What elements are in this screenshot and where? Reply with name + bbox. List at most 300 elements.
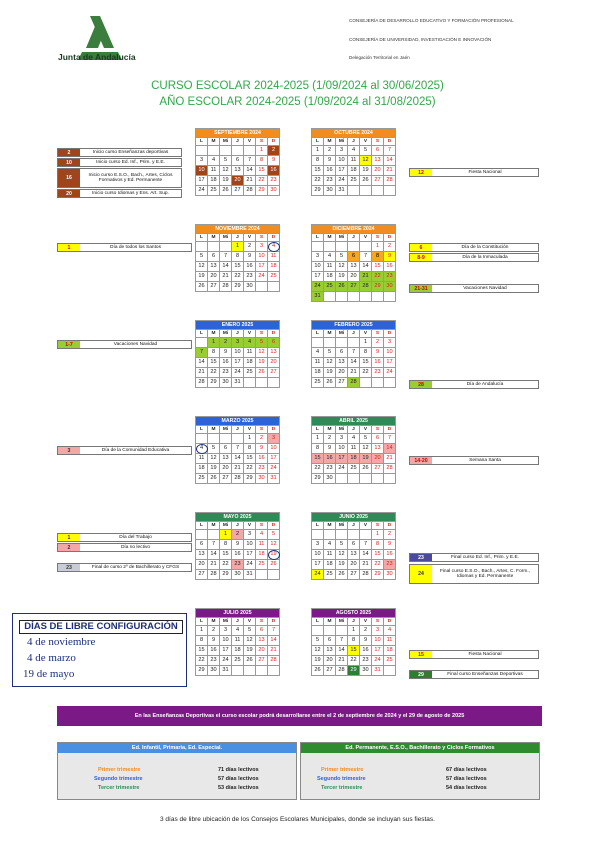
- calendar-day: 14: [360, 550, 372, 560]
- event-text: Vacaciones Navidad: [113, 342, 158, 347]
- calendar-event: [57, 158, 182, 167]
- calendar-day: 21: [232, 464, 244, 474]
- calendar-day: 23: [384, 560, 396, 570]
- weekday-header: L: [196, 618, 208, 626]
- empty-cell: [348, 474, 360, 484]
- calendar-month: [311, 128, 396, 196]
- calendar-day: 5: [336, 540, 348, 550]
- empty-cell: [196, 146, 208, 156]
- event-text: Inicio curso Ed. Inf., Prim. y E.E.: [96, 160, 165, 165]
- calendar-day: 24: [312, 570, 324, 580]
- empty-cell: [384, 378, 396, 388]
- calendar-day: 24: [196, 186, 208, 196]
- calendar-day: 28: [360, 282, 372, 292]
- calendar-day: 15: [312, 166, 324, 176]
- empty-cell: [208, 242, 220, 252]
- calendar-day: 6: [348, 540, 360, 550]
- empty-cell: [360, 292, 372, 302]
- calendar-event: [57, 243, 192, 252]
- calendar-day: 16: [372, 358, 384, 368]
- event-badge: 8-9: [410, 254, 432, 261]
- weekday-header: J: [348, 522, 360, 530]
- calendar-day: 2: [324, 146, 336, 156]
- calendar-day: 7: [360, 252, 372, 262]
- empty-cell: [256, 378, 268, 388]
- calendar-day: 8: [244, 444, 256, 454]
- calendar-day: 26: [256, 368, 268, 378]
- empty-cell: [348, 530, 360, 540]
- calendar-day: 12: [268, 540, 280, 550]
- weekday-header: Mi: [336, 330, 348, 338]
- calendar-day: 19: [336, 272, 348, 282]
- calendar-day: 21: [208, 560, 220, 570]
- calendar-day: 17: [312, 560, 324, 570]
- weekday-header: S: [256, 234, 268, 242]
- calendar-day: 3: [336, 146, 348, 156]
- calendar-day: 7: [196, 348, 208, 358]
- calendar-day: 3: [268, 434, 280, 444]
- month-title: JUNIO 2025: [311, 512, 396, 521]
- calendar-day: 25: [232, 656, 244, 666]
- calendar-day: 31: [220, 666, 232, 676]
- calendar-day: 23: [232, 560, 244, 570]
- calendar-day: 1: [360, 338, 372, 348]
- calendar-day: 4: [232, 626, 244, 636]
- weekday-header: S: [372, 234, 384, 242]
- calendar-day: 15: [348, 646, 360, 656]
- calendar-day: 4: [348, 434, 360, 444]
- calendar-day: 27: [372, 464, 384, 474]
- org-line-1: CONSEJERÍA DE DESARROLLO EDUCATIVO Y FORMACIÓN PROFESIONAL: [349, 18, 514, 23]
- calendar-day: 1: [208, 338, 220, 348]
- calendar-day: 20: [208, 272, 220, 282]
- calendar-event: [409, 380, 539, 389]
- empty-cell: [384, 474, 396, 484]
- calendar-event: [409, 553, 539, 562]
- empty-cell: [268, 666, 280, 676]
- weekday-header: V: [244, 618, 256, 626]
- calendar-day: 21: [384, 454, 396, 464]
- calendar-day: 21: [336, 656, 348, 666]
- calendar-day: 19: [208, 464, 220, 474]
- calendar-day: 8: [232, 252, 244, 262]
- empty-cell: [348, 338, 360, 348]
- calendar-day: 13: [336, 358, 348, 368]
- calendar-day: 17: [220, 646, 232, 656]
- calendar-day: 21: [348, 368, 360, 378]
- calendar-day: 11: [384, 636, 396, 646]
- calendar-day: 27: [348, 282, 360, 292]
- weekday-header: M: [208, 426, 220, 434]
- month-title: AGOSTO 2025: [311, 608, 396, 617]
- calendar-event: [409, 243, 539, 252]
- weekday-header: D: [384, 618, 396, 626]
- calendar-day: 30: [324, 186, 336, 196]
- org-line-2: CONSEJERÍA DE UNIVERSIDAD, INVESTIGACIÓN E INNOVACIÓN: [349, 37, 492, 42]
- calendar-day: 8: [348, 636, 360, 646]
- month-title: DICIEMBRE 2024: [311, 224, 396, 233]
- calendar-day: 10: [196, 166, 208, 176]
- calendar-month: [311, 416, 396, 484]
- event-badge: 1: [58, 244, 80, 251]
- calendar-day: 27: [324, 666, 336, 676]
- calendar-day: 12: [256, 348, 268, 358]
- event-text: Día de la Inmaculada: [462, 255, 508, 260]
- calendar-day: 18: [256, 550, 268, 560]
- calendar-day: 17: [256, 262, 268, 272]
- calendar-day: 15: [208, 358, 220, 368]
- calendar-day: 30: [256, 474, 268, 484]
- calendar-day: 13: [324, 646, 336, 656]
- calendar-day: 21: [268, 646, 280, 656]
- weekday-header: Mi: [220, 330, 232, 338]
- calendar-day: 17: [336, 454, 348, 464]
- weekday-header: Mi: [220, 618, 232, 626]
- event-badge: 3: [58, 447, 80, 454]
- empty-cell: [348, 292, 360, 302]
- calendar-day: 14: [384, 444, 396, 454]
- calendar-day: 21: [196, 368, 208, 378]
- calendar-day: 23: [256, 464, 268, 474]
- calendar-event: [57, 563, 192, 572]
- calendar-day: 30: [384, 282, 396, 292]
- empty-cell: [256, 666, 268, 676]
- trimester-box-permanente: [300, 742, 540, 800]
- calendar-day: 2: [360, 626, 372, 636]
- weekday-header: V: [360, 618, 372, 626]
- event-badge: 2: [58, 149, 80, 156]
- calendar-day: 18: [208, 176, 220, 186]
- empty-cell: [324, 338, 336, 348]
- event-badge: 29: [410, 671, 432, 678]
- calendar-day: 9: [360, 636, 372, 646]
- trimester-value: 71 días lectivos: [218, 767, 259, 773]
- calendar-day: 31: [336, 186, 348, 196]
- event-badge: 23: [410, 554, 432, 561]
- calendar-day: 5: [268, 530, 280, 540]
- calendar-day: 17: [196, 176, 208, 186]
- calendar-day: 20: [220, 464, 232, 474]
- calendar-day: 13: [348, 262, 360, 272]
- empty-cell: [372, 378, 384, 388]
- calendar-day: 15: [372, 550, 384, 560]
- empty-cell: [268, 378, 280, 388]
- event-text: Final curso E.S.O., Bach., Artes, C. Form., Idiomas y Ed. Permanente: [439, 569, 531, 579]
- calendar-day: 2: [372, 338, 384, 348]
- calendar-day: 11: [244, 348, 256, 358]
- event-badge: 24: [410, 565, 432, 583]
- calendar-event: [57, 543, 192, 552]
- calendar-day: 6: [372, 434, 384, 444]
- calendar-event: [409, 650, 539, 659]
- calendar-day: 4: [348, 146, 360, 156]
- event-text: Inicio curso E.S.O., Bach., Artes, Ciclos Formativos y Ed. Permanente: [88, 173, 173, 183]
- empty-cell: [232, 666, 244, 676]
- event-text: Día del Trabajo: [119, 535, 152, 540]
- calendar-day: 19: [268, 550, 280, 560]
- calendar-day: 15: [232, 262, 244, 272]
- calendar-day: 31: [372, 666, 384, 676]
- calendar-day: 19: [220, 176, 232, 186]
- calendar-day: 6: [336, 348, 348, 358]
- calendar-day: 22: [232, 272, 244, 282]
- calendar-day: 26: [336, 570, 348, 580]
- weekday-header: M: [208, 138, 220, 146]
- calendar-day: 31: [312, 292, 324, 302]
- calendar-day: 11: [208, 166, 220, 176]
- calendar-day: 17: [336, 166, 348, 176]
- calendar-day: 9: [244, 252, 256, 262]
- calendar-day: 26: [360, 464, 372, 474]
- empty-cell: [312, 338, 324, 348]
- weekday-header: J: [232, 522, 244, 530]
- weekday-header: M: [324, 234, 336, 242]
- calendar-event: [409, 253, 539, 262]
- calendar-day: 7: [220, 252, 232, 262]
- trimester-label: Tercer trimestre: [98, 785, 140, 791]
- calendar-day: 12: [208, 454, 220, 464]
- empty-cell: [220, 146, 232, 156]
- calendar-day: 26: [312, 666, 324, 676]
- calendar-day: 19: [244, 646, 256, 656]
- empty-cell: [312, 626, 324, 636]
- empty-cell: [336, 474, 348, 484]
- calendar-day: 25: [256, 560, 268, 570]
- event-badge: 2: [58, 544, 80, 551]
- calendar-day: 2: [208, 626, 220, 636]
- empty-cell: [232, 434, 244, 444]
- calendar-day: 4: [384, 626, 396, 636]
- calendar-day: 27: [208, 282, 220, 292]
- calendar-day: 14: [384, 156, 396, 166]
- event-text: Inicio curso Enseñanzas deportivas: [92, 150, 169, 155]
- calendar-day: 31: [268, 474, 280, 484]
- weekday-header: V: [360, 330, 372, 338]
- calendar-day: 13: [232, 166, 244, 176]
- calendar-day: 6: [324, 636, 336, 646]
- calendar-day: 14: [268, 636, 280, 646]
- weekday-header: D: [268, 618, 280, 626]
- weekday-header: M: [324, 138, 336, 146]
- calendar-day: 24: [336, 176, 348, 186]
- calendar-day: 28: [348, 378, 360, 388]
- calendar-day: 11: [268, 252, 280, 262]
- calendar-day: 12: [336, 262, 348, 272]
- title-curso: CURSO ESCOLAR 2024-2025 (1/09/2024 al 30/06/2025): [151, 80, 444, 92]
- calendar-event: [57, 446, 192, 455]
- calendar-day: 14: [348, 358, 360, 368]
- libre-title: DÍAS DE LIBRE CONFIGURACIÓN: [19, 620, 183, 634]
- calendar-day: 6: [232, 156, 244, 166]
- empty-cell: [256, 282, 268, 292]
- calendar-day: 24: [384, 368, 396, 378]
- calendar-day: 16: [384, 262, 396, 272]
- empty-cell: [360, 530, 372, 540]
- weekday-header: J: [348, 234, 360, 242]
- empty-cell: [268, 282, 280, 292]
- calendar-day: 21: [220, 272, 232, 282]
- calendar-day: 23: [268, 176, 280, 186]
- calendar-day: 6: [372, 146, 384, 156]
- calendar-day: 14: [244, 166, 256, 176]
- calendar-day: 12: [336, 550, 348, 560]
- calendar-day: 1: [312, 434, 324, 444]
- calendar-day: 28: [196, 378, 208, 388]
- calendar-day: 25: [312, 378, 324, 388]
- calendar-day: 28: [232, 474, 244, 484]
- empty-cell: [336, 338, 348, 348]
- weekday-header: V: [244, 522, 256, 530]
- calendar-day: 24: [336, 464, 348, 474]
- event-badge: 23: [58, 564, 80, 571]
- libre-date-1: 4 de noviembre: [27, 636, 96, 648]
- calendar-day: 28: [208, 570, 220, 580]
- calendar-day: 22: [244, 464, 256, 474]
- calendar-day: 16: [244, 262, 256, 272]
- empty-cell: [384, 292, 396, 302]
- calendar-day: 27: [372, 176, 384, 186]
- calendar-day: 19: [256, 358, 268, 368]
- calendar-day: 14: [196, 358, 208, 368]
- calendar-day: 3: [336, 434, 348, 444]
- calendar-day: 1: [220, 530, 232, 540]
- calendar-day: 6: [208, 252, 220, 262]
- weekday-header: D: [268, 330, 280, 338]
- calendar-day: 15: [256, 166, 268, 176]
- calendar-day: 11: [196, 454, 208, 464]
- calendar-day: 4: [208, 156, 220, 166]
- calendar-day: 3: [244, 530, 256, 540]
- calendar-day: 3: [384, 338, 396, 348]
- weekday-header: M: [208, 234, 220, 242]
- calendar-day: 22: [348, 656, 360, 666]
- weekday-header: J: [232, 138, 244, 146]
- weekday-header: V: [360, 522, 372, 530]
- empty-cell: [208, 146, 220, 156]
- empty-cell: [336, 626, 348, 636]
- calendar-day: 1: [244, 434, 256, 444]
- month-title: ENERO 2025: [195, 320, 280, 329]
- event-badge: 1: [58, 534, 80, 541]
- calendar-day: 18: [324, 560, 336, 570]
- calendar-day: 10: [312, 262, 324, 272]
- calendar-day: 3: [372, 626, 384, 636]
- calendar-month: [311, 224, 396, 302]
- weekday-header: V: [244, 426, 256, 434]
- calendar-day: 3: [220, 626, 232, 636]
- calendar-day: 29: [256, 186, 268, 196]
- calendar-day: 18: [232, 646, 244, 656]
- calendar-event: [57, 533, 192, 542]
- event-badge: 21-31: [410, 285, 432, 292]
- weekday-header: L: [196, 426, 208, 434]
- weekday-header: Mi: [336, 234, 348, 242]
- calendar-month: [311, 512, 396, 580]
- month-title: JULIO 2025: [195, 608, 280, 617]
- weekday-header: D: [384, 522, 396, 530]
- weekday-header: M: [324, 522, 336, 530]
- calendar-day: 1: [372, 530, 384, 540]
- calendar-day: 7: [348, 348, 360, 358]
- calendar-day: 24: [256, 272, 268, 282]
- empty-cell: [324, 530, 336, 540]
- weekday-header: Mi: [220, 522, 232, 530]
- calendar-day: 24: [232, 368, 244, 378]
- calendar-day: 4: [324, 540, 336, 550]
- calendar-day: 29: [348, 666, 360, 676]
- event-text: Día de la Constitución: [461, 245, 509, 250]
- month-title: MARZO 2025: [195, 416, 280, 425]
- empty-cell: [196, 242, 208, 252]
- calendar-day: 14: [220, 262, 232, 272]
- calendar-day: 2: [384, 242, 396, 252]
- calendar-month: [195, 512, 280, 580]
- trimester-label: Primer trimestre: [321, 767, 364, 773]
- empty-cell: [244, 378, 256, 388]
- calendar-day: 22: [196, 656, 208, 666]
- weekday-header: D: [384, 138, 396, 146]
- calendar-day: 28: [384, 464, 396, 474]
- calendar-day: 23: [244, 272, 256, 282]
- calendar-day: 11: [324, 262, 336, 272]
- empty-cell: [324, 626, 336, 636]
- calendar-day: 19: [360, 454, 372, 464]
- trimester-value: 57 días lectivos: [446, 776, 487, 782]
- calendar-day: 30: [360, 666, 372, 676]
- calendar-day: 23: [208, 656, 220, 666]
- calendar-day: 15: [244, 454, 256, 464]
- empty-cell: [360, 186, 372, 196]
- calendar-day: 30: [220, 378, 232, 388]
- calendar-day: 3: [232, 338, 244, 348]
- empty-cell: [312, 242, 324, 252]
- calendar-event: [409, 284, 539, 293]
- calendar-month: [195, 608, 280, 676]
- calendar-day: 11: [324, 550, 336, 560]
- empty-cell: [256, 570, 268, 580]
- calendar-day: 16: [268, 166, 280, 176]
- calendar-day: 13: [268, 348, 280, 358]
- calendar-day: 8: [256, 156, 268, 166]
- calendar-day: 28: [244, 186, 256, 196]
- calendar-day: 6: [256, 626, 268, 636]
- calendar-day: 19: [312, 656, 324, 666]
- calendar-day: 18: [312, 368, 324, 378]
- calendar-day: 23: [324, 464, 336, 474]
- calendar-day: 6: [268, 338, 280, 348]
- calendar-day: 8: [372, 540, 384, 550]
- calendar-day: 13: [372, 156, 384, 166]
- empty-cell: [324, 292, 336, 302]
- calendar-day: 20: [348, 560, 360, 570]
- calendar-day: 22: [372, 272, 384, 282]
- calendar-day: 1: [196, 626, 208, 636]
- weekday-header: L: [312, 522, 324, 530]
- calendar-month: [195, 416, 280, 484]
- weekday-header: V: [244, 330, 256, 338]
- weekday-header: Mi: [336, 138, 348, 146]
- calendar-day: 4: [256, 530, 268, 540]
- calendar-day: 26: [360, 176, 372, 186]
- calendar-day: 30: [232, 570, 244, 580]
- calendar-day: 4: [196, 444, 208, 454]
- calendar-day: 12: [324, 358, 336, 368]
- calendar-day: 4: [312, 348, 324, 358]
- calendar-month: [195, 320, 280, 388]
- weekday-header: L: [312, 330, 324, 338]
- calendar-day: 16: [220, 358, 232, 368]
- calendar-day: 8: [312, 444, 324, 454]
